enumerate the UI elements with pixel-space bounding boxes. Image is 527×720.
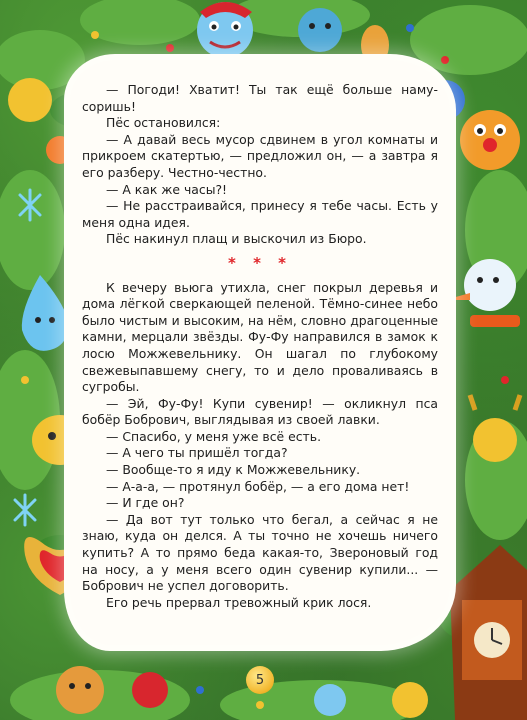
page-number: 5 bbox=[246, 666, 274, 694]
story-text bbox=[82, 82, 438, 611]
paragraph: — Эй, Фу-Фу! Купи сувенир! — окликнул пса бобёр Бобрович, выглядывая из своей лавки. bbox=[82, 395, 438, 428]
paragraph: — Не расстраивайся, принесу я тебе часы. Есть у меня одна идея. bbox=[82, 198, 438, 230]
paragraph: — А давай весь мусор сдвинем в угол комнаты и прикроем скатертью, — предложил он, — а завтра я его разберу. Честно-честно. bbox=[82, 131, 438, 180]
paragraph: — И где он? bbox=[106, 495, 185, 511]
paragraph: — Вообще-то я иду к Можжевельнику. bbox=[106, 462, 361, 478]
paragraph: — Спасибо, у меня уже всё есть. bbox=[106, 428, 322, 444]
paragraph: — А-а-а, — протянул бобёр, — а его дома нет! bbox=[106, 478, 410, 494]
paragraph: К вечеру вьюга утихла, снег покрыл деревья и дома лёгкой сверкающей пеленой. Тёмно-синее небо было чистым и высоким, на нём, словно драгоценные камни, мерцали звёзды. Фу-Фу направился в замок к лосю Можжевельнику. Он шагал по глубокому свежевыпавшему снегу, то и дело проваливаясь в сугробы. bbox=[82, 279, 438, 395]
paragraph: Пёс накинул плащ и выскочил из Бюро. bbox=[106, 231, 367, 247]
paragraph: — А как же часы?! bbox=[106, 181, 228, 197]
section-separator: * * * bbox=[228, 253, 292, 272]
paragraph: — Погоди! Хватит! Ты так ещё больше намусоришь! bbox=[82, 82, 438, 114]
paragraph: Пёс остановился: bbox=[106, 115, 221, 131]
paragraph: — Да вот тут только что бегал, а сейчас я не знаю, куда он делся. А ты точно не хочешь ничего купить? А то прямо беда какая-то, Звероновый год на носу, а у меня всего один сувенир купили... — Бобрович не успел договорить. bbox=[82, 511, 438, 594]
paragraph: Его речь прервал тревожный крик лося. bbox=[106, 594, 372, 610]
paragraph: — А чего ты пришёл тогда? bbox=[106, 445, 288, 461]
